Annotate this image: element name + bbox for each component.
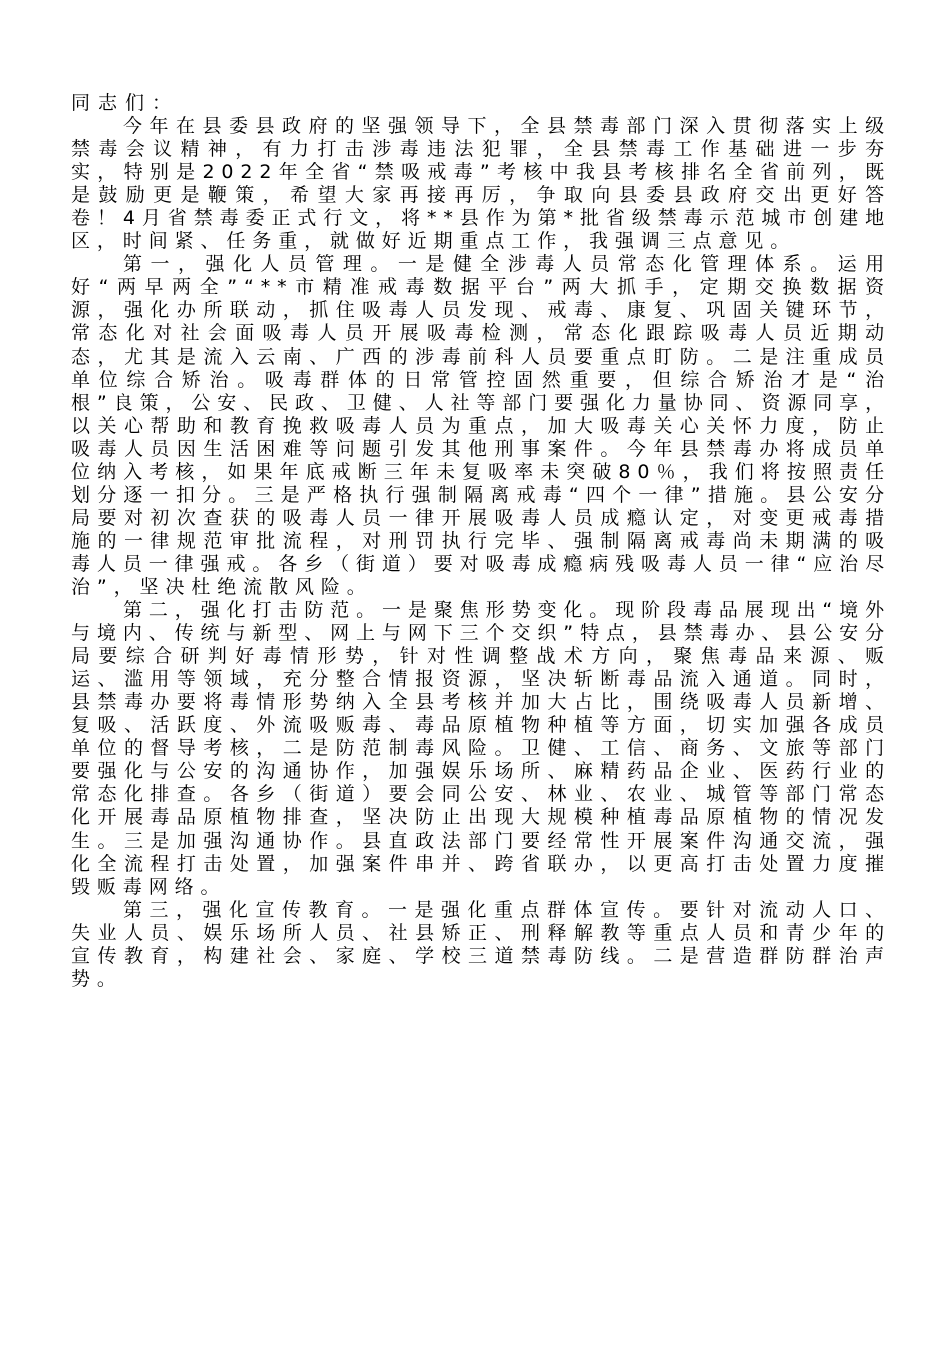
salutation: 同志们： <box>71 92 180 114</box>
paragraph-point-one: 第一，强化人员管理。一是健全涉毒人员常态化管理体系。运用好“两早两全”“**市精准戒毒数据平台”两大抓手，定期交换数据资源，强化办所联动，抓住吸毒人员发现、戒毒、康复、巩固关键环节，常态化对社会面吸毒人员开展吸毒检测，常态化跟踪吸毒人员近期动态，尤其是流入云南、广西的涉毒前科人员要重点盯防。二是注重成员单位综合矫治。吸毒群体的日常管控固然重要，但综合矫治才是“治根”良策，公安、民政、卫健、人社等部门要强化力量协同、资源同享，以关心帮助和教育挽救吸毒人员为重点，加大吸毒关心关怀力度，防止吸毒人员因生活困难等问题引发其他刑事案件。今年县禁毒办将成员单位纳入考核，如果年底戒断三年未复吸率未突破80％，我们将按照责任划分逐一扣分。三是严格执行强制隔离戒毒“四个一律”措施。县公安分局要对初次查获的吸毒人员一律开展吸毒人员成瘾认定，对变更戒毒措施的一律规范审批流程，对刑罚执行完毕、强制隔离戒毒尚未期满的吸毒人员一律强戒。各乡（街道）要对吸毒成瘾病残吸毒人员一律“应治尽治”，坚决杜绝流散风险。 <box>71 253 891 598</box>
paragraph-intro: 今年在县委县政府的坚强领导下，全县禁毒部门深入贯彻落实上级禁毒会议精神，有力打击涉毒违法犯罪，全县禁毒工作基础进一步夯实，特别是2022年全省“禁吸戒毒”考核中我县考核排名全省前列，既是鼓励更是鞭策，希望大家再接再厉，争取向县委县政府交出更好答卷！4月省禁毒委正式行文，将**县作为第*批省级禁毒示范城市创建地区，时间紧、任务重，就做好近期重点工作，我强调三点意见。 <box>71 115 891 253</box>
paragraph-point-two: 第二，强化打击防范。一是聚焦形势变化。现阶段毒品展现出“境外与境内、传统与新型、网上与网下三个交织”特点，县禁毒办、县公安分局要综合研判好毒情形势，针对性调整战术方向，聚焦毒品来源、贩运、滥用等领域，充分整合情报资源，坚决斩断毒品流入通道。同时，县禁毒办要将毒情形势纳入全县考核并加大占比，围绕吸毒人员新增、复吸、活跃度、外流吸贩毒、毒品原植物种植等方面，切实加强各成员单位的督导考核，二是防范制毒风险。卫健、工信、商务、文旅等部门要强化与公安的沟通协作，加强娱乐场所、麻精药品企业、医药行业的常态化排查。各乡（街道）要会同公安、林业、农业、城管等部门常态化开展毒品原植物排查，坚决防止出现大规模种植毒品原植物的情况发生。三是加强沟通协作。县直政法部门要经常性开展案件沟通交流，强化全流程打击处置，加强案件串并、跨省联办，以更高打击处置力度摧毁贩毒网络。 <box>71 599 891 898</box>
document-page <box>71 92 891 991</box>
paragraph-point-three: 第三，强化宣传教育。一是强化重点群体宣传。要针对流动人口、失业人员、娱乐场所人员、社县矫正、刑释解教等重点人员和青少年的宣传教育，构建社会、家庭、学校三道禁毒防线。二是营造群防群治声势。 <box>71 898 891 990</box>
